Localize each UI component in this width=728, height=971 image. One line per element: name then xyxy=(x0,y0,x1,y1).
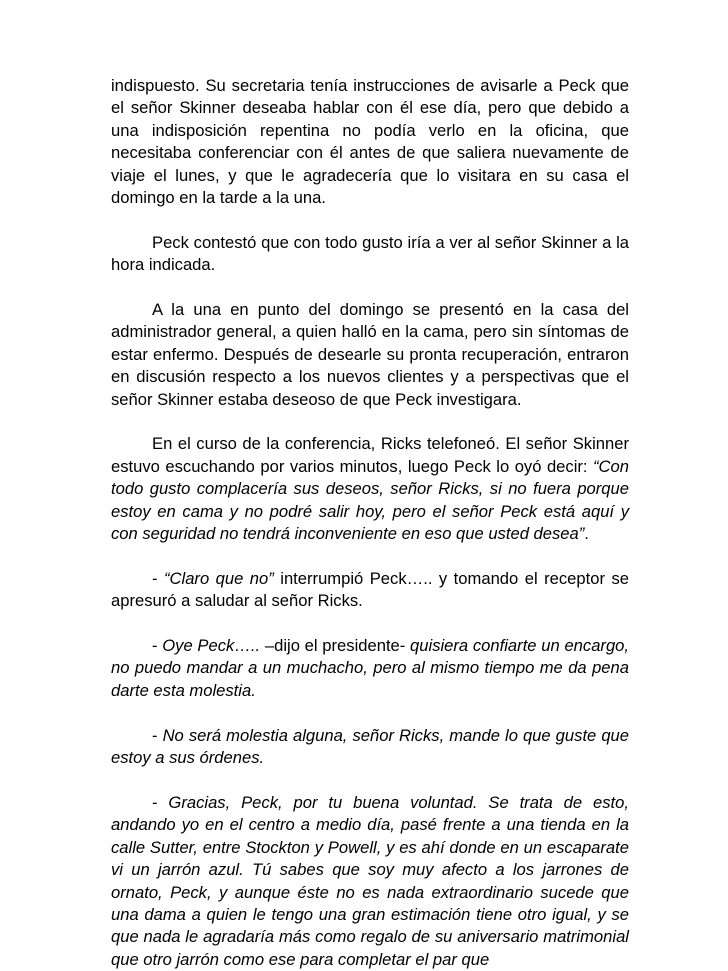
paragraph xyxy=(111,568,629,613)
italic-dialogue: No será molestia alguna, señor Ricks, mande lo que guste que estoy a sus órdenes. xyxy=(111,725,630,768)
text-segment: –dijo el presidente- xyxy=(260,636,411,656)
text-segment: A la una en punto del domingo se presentó en la casa del administrador general, a quien halló en la cama, pero sin síntomas de estar enfermo. Después de desearle su pronta recuperación, entraron en discusión respecto a los nuevos clientes y a perspectivas que el señor Skinner estaba deseoso de que Peck investigara. xyxy=(111,300,629,409)
italic-dialogue: Oye Peck….. xyxy=(162,636,261,656)
paragraph xyxy=(111,232,629,277)
dialogue-dash: - xyxy=(152,568,164,588)
paragraph xyxy=(111,792,629,971)
text-segment: interrumpió Peck….. y tomando el receptor se apresuró a saludar al señor Ricks. xyxy=(111,568,629,611)
paragraph xyxy=(111,433,629,545)
italic-quote: “Claro que no” xyxy=(164,568,274,588)
text-segment: Peck contestó que con todo gusto iría a ver al señor Skinner a la hora indicada. xyxy=(111,232,629,275)
italic-dialogue: quisiera confiarte un encargo, no puedo mandar a un muchacho, pero al mismo tiempo me da pena darte esta molestia. xyxy=(111,636,630,700)
paragraph xyxy=(111,635,629,702)
paragraph xyxy=(111,75,629,209)
italic-dialogue: Gracias, Peck, por tu buena voluntad. Se trata de esto, andando yo en el centro a medio día, pasé frente a una tienda en la calle Sutter, entre Stockton y Powell, y es ahí donde en un escaparate vi un jarrón azul. Tú sabes que soy muy afecto a los jarrones de ornato, Peck, y aunque éste no es nada extraordinario sucede que una dama a quien le tengo una gran estimación tiene otro igual, y se que nada le agradaría más como regalo de su aniversario matrimonial que otro jarrón como ese para completar el par que xyxy=(111,792,629,969)
dialogue-dash: - xyxy=(152,792,169,812)
paragraph xyxy=(111,299,629,411)
dialogue-dash: - xyxy=(152,725,163,745)
document-body xyxy=(111,75,629,971)
text-segment: indispuesto. Su secretaria tenía instrucciones de avisarle a Peck que el señor Skinner deseaba hablar con él ese día, pero que debido a una indisposición repentina no podía verlo en la oficina, que necesitaba conferenciar con él antes de que saliera nuevamente de viaje el lunes, y que le agradecería que lo visitara en su casa el domingo en la tarde a la una. xyxy=(111,76,629,208)
italic-quote: “Con todo gusto complacería sus deseos, señor Ricks, si no fuera porque estoy en cama y no podré salir hoy, pero el señor Peck está aquí y con seguridad no tendrá inconveniente en eso que usted desea” xyxy=(111,456,629,544)
paragraph xyxy=(111,725,629,770)
text-segment: En el curso de la conferencia, Ricks telefoneó. El señor Skinner estuvo escuchando por varios minutos, luego Peck lo oyó decir: xyxy=(111,434,629,476)
dialogue-dash: - xyxy=(152,636,163,656)
text-segment: . xyxy=(584,524,589,544)
